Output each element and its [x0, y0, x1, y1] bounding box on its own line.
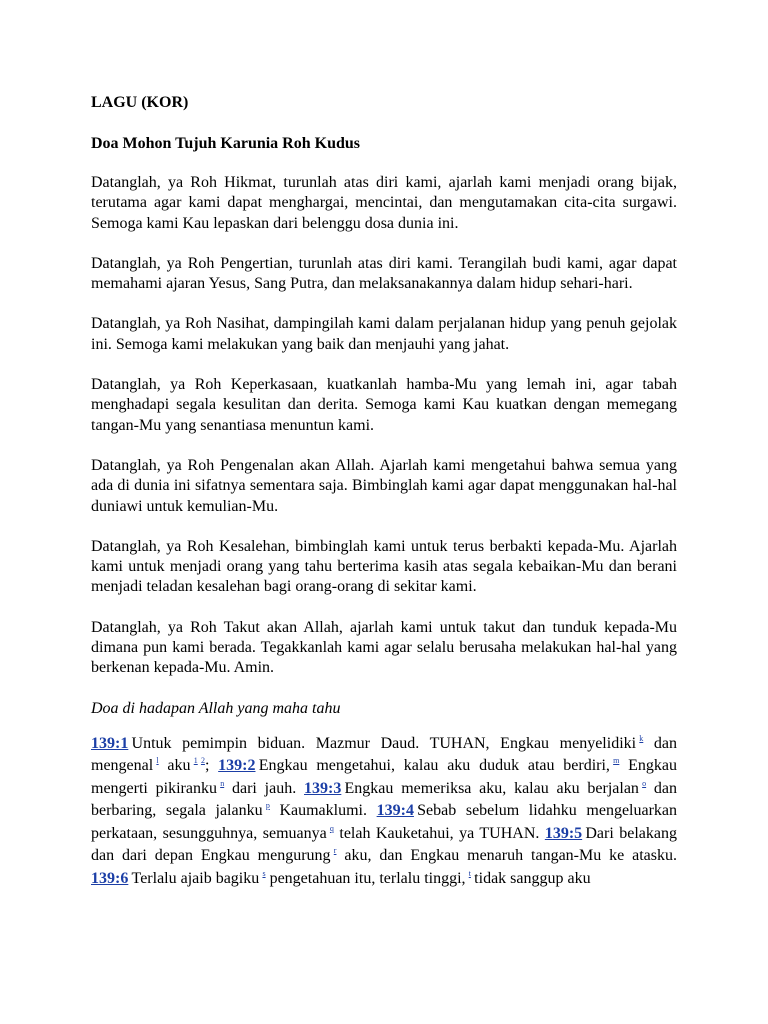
footnote-l[interactable]: l — [156, 756, 159, 766]
prayer-title: Doa Mohon Tujuh Karunia Roh Kudus — [91, 135, 360, 152]
verse-ref-139-6[interactable]: 139:6 — [91, 869, 129, 887]
verse-text: Untuk pemimpin biduan. Mazmur Daud. TUHAN, Engkau menyelidiki — [131, 734, 637, 752]
footnote-o[interactable]: o — [642, 778, 647, 788]
verse-text: telah Kauketahui, ya TUHAN. — [339, 824, 540, 842]
semicolon: ; — [204, 757, 210, 775]
footnote-1[interactable]: 1 — [193, 756, 198, 766]
prayer-paragraph-pengenalan: Datanglah, ya Roh Pengenalan akan Allah. Ajarlah kami mengetahui bahwa semua yang ada di dunia ini sifatnya sementara saja. Bimbinglah kami agar dapat menggunakan hal-hal duniawi untuk kemulian-Mu. — [91, 456, 677, 515]
verse-text: aku, dan Engkau menaruh tangan-Mu ke atasku. — [344, 847, 678, 865]
verse-text: Terlalu ajaib bagiku — [131, 869, 260, 887]
verse-text: Engkau mengerti pikiranku — [91, 757, 678, 797]
document-page — [91, 93, 677, 890]
verse-ref-139-3[interactable]: 139:3 — [304, 779, 342, 797]
verse-text: aku — [167, 757, 191, 775]
verse-text: pengetahuan itu, terlalu tinggi, — [269, 869, 466, 887]
verse-ref-139-2[interactable]: 139:2 — [218, 757, 256, 775]
verse-ref-139-5[interactable]: 139:5 — [544, 824, 583, 842]
prayer-paragraph-keperkasaan: Datanglah, ya Roh Keperkasaan, kuatkanlah hamba-Mu yang lemah ini, agar tabah menghadapi segala kesulitan dan derita. Semoga kami Kau kuatkan dengan memegang tangan-Mu yang senantiasa menuntun kami. — [91, 376, 677, 434]
prayer-paragraph-hikmat: Datanglah, ya Roh Hikmat, turunlah atas diri kami, ajarlah kami menjadi orang bijak, terutama agar kami dapat menghargai, mencintai, dan mengutamakan cita-cita surgawi. Semoga kami Kau lepaskan dari belenggu dosa dunia ini. — [91, 174, 677, 232]
verse-text: tidak sanggup aku — [474, 869, 591, 887]
psalm-subtitle: Doa di hadapan Allah yang maha tahu — [91, 699, 341, 717]
verse-ref-139-4[interactable]: 139:4 — [376, 802, 414, 820]
verse-text: dan mengenal — [91, 734, 678, 775]
verse-ref-139-1[interactable]: 139:1 — [91, 734, 129, 752]
footnote-m[interactable]: m — [613, 756, 620, 766]
verse-text: Sebab sebelum lidahku mengeluarkan perkataan, sesungguhnya, semuanya — [91, 802, 678, 842]
psalm-139-passage — [91, 733, 677, 891]
verse-text: Kaumaklumi. — [279, 802, 367, 820]
footnote-q[interactable]: q — [329, 823, 334, 833]
verse-text: Engkau memeriksa aku, kalau aku berjalan — [344, 779, 639, 797]
prayer-paragraph-kesalehan: Datanglah, ya Roh Kesalehan, bimbinglah kami untuk terus berbakti kepada-Mu. Ajarlah kami untuk menjadi orang yang tahu berterima kasih atas segala kebaikan-Mu dan berani menjadi teladan kesalehan bagi orang-orang di sekitar kami. — [91, 537, 677, 596]
prayer-paragraph-pengertian: Datanglah, ya Roh Pengertian, turunlah atas diri kami. Terangilah budi kami, agar dapat memahami ajaran Yesus, Sang Putra, dan melaksanakannya dalam hidup sehari-hari. — [91, 254, 677, 293]
verse-text: dari jauh. — [231, 779, 297, 797]
footnote-n[interactable]: n — [220, 778, 225, 788]
verse-text: Dari belakang dan dari depan Engkau mengurung — [91, 824, 678, 865]
verse-text: Engkau mengetahui, kalau aku duduk atau berdiri, — [258, 757, 610, 775]
footnote-r[interactable]: r — [333, 846, 337, 856]
footnote-p[interactable]: p — [265, 801, 270, 811]
footnote-t[interactable]: t — [468, 868, 471, 878]
verse-text: dan berbaring, segala jalanku — [91, 779, 678, 820]
prayer-paragraph-nasihat: Datanglah, ya Roh Nasihat, dampingilah kami dalam perjalanan hidup yang penuh gejolak ini. Semoga kami melakukan yang baik dan menjauhi yang jahat. — [91, 315, 677, 353]
heading-lagu: LAGU (KOR) — [91, 94, 189, 111]
footnote-s[interactable]: s — [262, 868, 266, 878]
prayer-paragraph-takut-akan-allah: Datanglah, ya Roh Takut akan Allah, ajarlah kami untuk takut dan tunduk kepada-Mu dimana pun kami berada. Tegakkanlah kami agar selalu berusaha melakukan hal-hal yang berkenan kepada-Mu. Amin. — [91, 618, 677, 677]
footnote-k[interactable]: k — [639, 733, 644, 743]
footnote-2[interactable]: 2 — [200, 756, 205, 766]
